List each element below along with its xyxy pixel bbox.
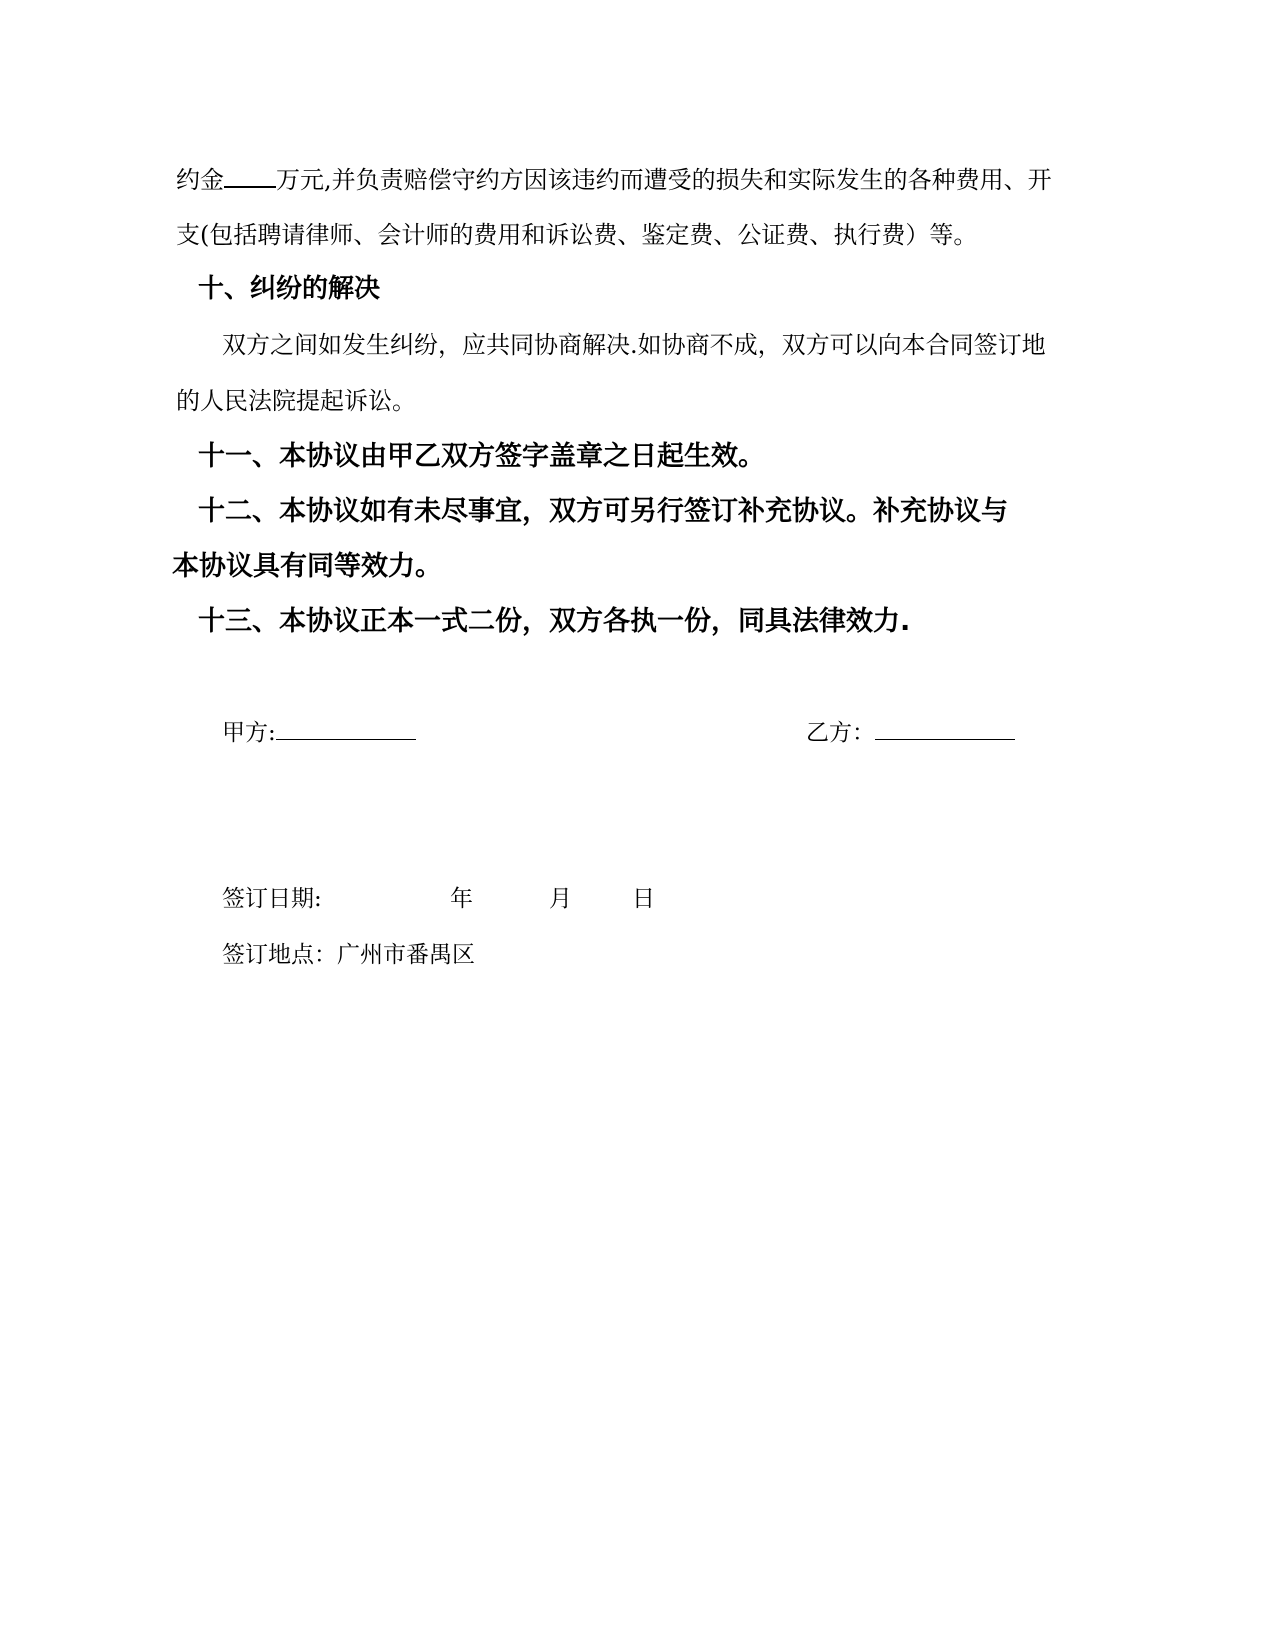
signing-date-year: 年 xyxy=(450,886,473,912)
signing-date-label: 签订日期: xyxy=(222,886,322,912)
party-a-signature-line xyxy=(276,719,416,740)
section10-body-line1: 双方之间如发生纠纷，应共同协商解决.如协商不成，双方可以向本合同签订地 xyxy=(222,331,1046,359)
section12-line1: 十二、本协议如有未尽事宜，双方可另行签订补充协议。补充协议与 xyxy=(198,496,1008,527)
section12-line2: 本协议具有同等效力。 xyxy=(172,551,442,582)
party-a-label: 甲方: xyxy=(222,720,276,746)
party-b-signature-line xyxy=(875,719,1015,740)
party-b-signature xyxy=(806,718,1015,748)
party-a-signature xyxy=(222,718,416,748)
signing-date-day: 日 xyxy=(632,886,655,912)
para9-line1 xyxy=(176,164,1096,196)
signing-date-month: 月 xyxy=(549,886,572,912)
section10-body-line2: 的人民法院提起诉讼。 xyxy=(176,387,416,415)
para9-line2: 支(包括聘请律师、会计师的费用和诉讼费、鉴定费、公证费、执行费）等。 xyxy=(176,221,978,249)
signing-place xyxy=(222,940,475,970)
penalty-amount-blank xyxy=(224,166,276,188)
section11-heading: 十一、本协议由甲乙双方签字盖章之日起生效。 xyxy=(198,441,765,472)
para9-line1-suffix: 万元,并负责赔偿守约方因该违约而遭受的损失和实际发生的各种费用、开 xyxy=(276,166,1052,194)
section10-heading: 十、纠纷的解决 xyxy=(198,274,381,304)
para9-line1-prefix: 约金 xyxy=(176,166,224,194)
party-b-label: 乙方： xyxy=(806,720,875,746)
signing-place-label: 签订地点： xyxy=(222,942,337,968)
section13-heading: 十三、本协议正本一式二份，双方各执一份，同具法律效力. xyxy=(198,606,911,637)
signing-place-value: 广州市番禺区 xyxy=(337,942,475,968)
